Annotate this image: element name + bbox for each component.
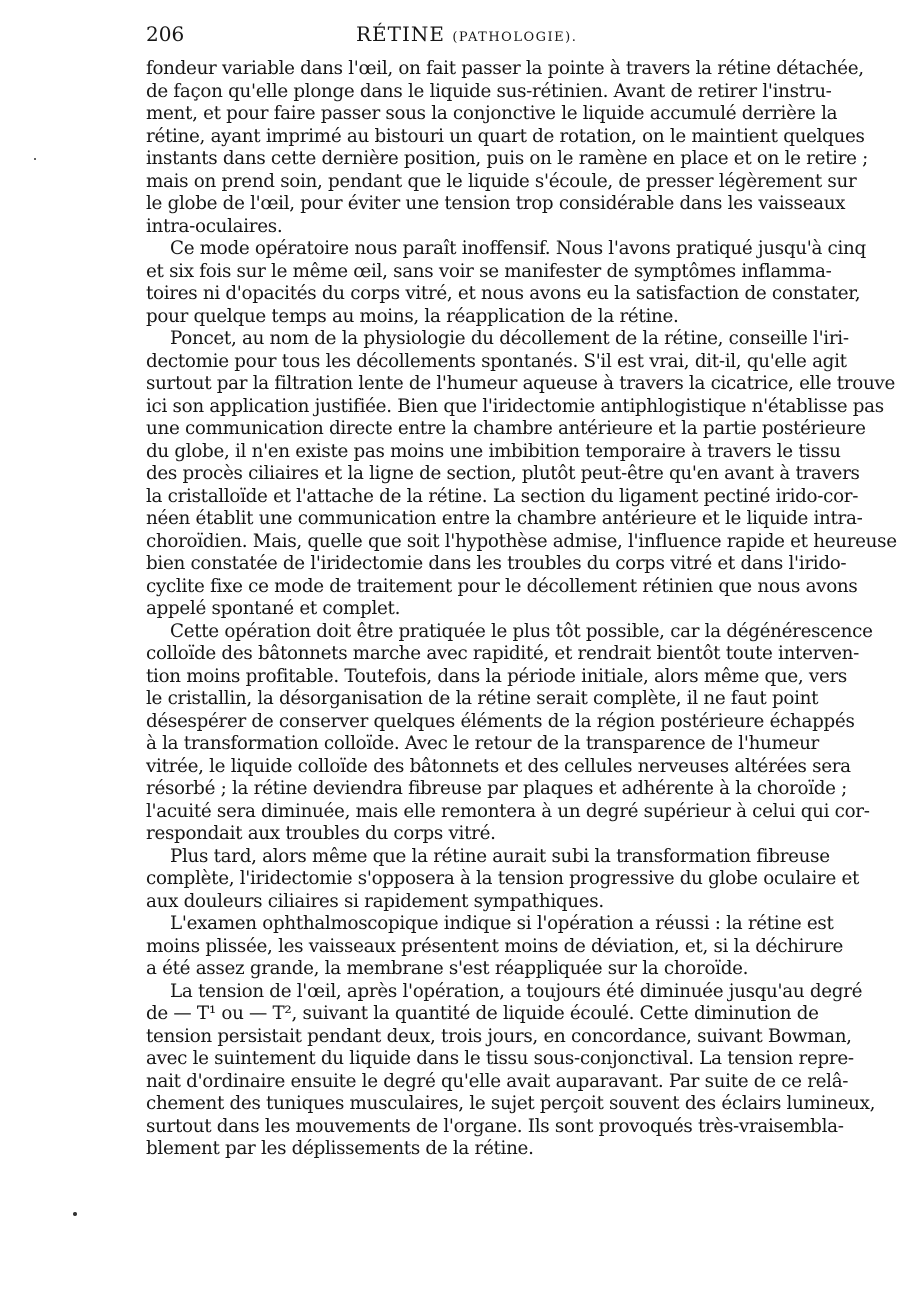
text-line: mais on prend soin, pendant que le liquide s'écoule, de presser légèrement sur [146, 170, 857, 192]
text-line: résorbé ; la rétine deviendra fibreuse par plaques et adhérente à la choroïde ; [146, 778, 848, 799]
page-number: 206 [146, 22, 185, 46]
text-line: Ce mode opératoire nous paraît inoffensif. Nous l'avons pratiqué jusqu'à cinq [170, 238, 866, 259]
text-line: toires ni d'opacités du corps vitré, et nous avons eu la satisfaction de constater, [146, 283, 861, 304]
text-line: complète, l'iridectomie s'opposera à la tension progressive du globe oculaire et [146, 868, 860, 889]
text-line: tension persistait pendant deux, trois jours, en concordance, suivant Bowman, [146, 1025, 852, 1047]
paragraph [146, 980, 876, 1161]
text-line: cyclite fixe ce mode de traitement pour le décollement rétinien que nous avons [146, 575, 858, 597]
text-line: instants dans cette dernière position, puis on le ramène en place et on le retire ; [146, 148, 869, 169]
text-line: choroïdien. Mais, quelle que soit l'hypothèse admise, l'influence rapide et heureuse [146, 530, 897, 552]
scan-speck [73, 1212, 77, 1216]
text-line: néen établit une communication entre la chambre antérieure et le liquide intra- [146, 508, 863, 529]
text-line: pour quelque temps au moins, la réapplication de la rétine. [146, 305, 679, 327]
text-line: des procès ciliaires et la ligne de section, plutôt peut-être qu'en avant à travers [146, 463, 860, 484]
text-line: à la transformation colloïde. Avec le retour de la transparence de l'humeur [146, 733, 819, 754]
text-line: ici son application justifiée. Bien que l'iridectomie antiphlogistique n'établisse pas [146, 395, 884, 417]
paragraph [146, 620, 873, 846]
text-line: surtout dans les mouvements de l'organe. Ils sont provoqués très-vraisembla- [146, 1115, 844, 1137]
text-line: intra-oculaires. [146, 215, 283, 237]
paragraph [146, 913, 844, 981]
text-line: Plus tard, alors même que la rétine aurait subi la transformation fibreuse [170, 845, 830, 867]
text-line: ment, et pour faire passer sous la conjonctive le liquide accumulé derrière la [146, 103, 838, 124]
text-line: l'acuité sera diminuée, mais elle remontera à un degré supérieur à celui qui cor- [146, 800, 870, 822]
text-line: fondeur variable dans l'œil, on fait passer la pointe à travers la rétine détachée, [146, 58, 864, 79]
text-line: désespérer de conserver quelques éléments de la région postérieure échappés [146, 710, 855, 732]
text-line: chement des tuniques musculaires, le sujet perçoit souvent des éclairs lumineux, [146, 1093, 876, 1114]
text-line: de façon qu'elle plonge dans le liquide sus-rétinien. Avant de retirer l'instru- [146, 80, 832, 102]
running-title [356, 22, 577, 46]
text-line: vitrée, le liquide colloïde des bâtonnets et des cellules nerveuses altérées sera [146, 755, 851, 777]
text-line: nait d'ordinaire ensuite le degré qu'elle avait auparavant. Par suite de ce relâ- [146, 1070, 849, 1092]
text-line: rétine, ayant imprimé au bistouri un quart de rotation, on le maintient quelques [146, 125, 865, 147]
text-line: colloïde des bâtonnets marche avec rapidité, et rendrait bientôt toute interven- [146, 643, 859, 664]
text-line: respondait aux troubles du corps vitré. [146, 823, 496, 844]
text-line: blement par les déplissements de la rétine. [146, 1138, 534, 1159]
text-line: L'examen ophthalmoscopique indique si l'opération a réussi : la rétine est [170, 913, 834, 934]
scan-speck [34, 158, 36, 160]
text-line: et six fois sur le même œil, sans voir se manifester de symptômes inflamma- [146, 260, 832, 282]
text-line: surtout par la filtration lente de l'humeur aqueuse à travers la cicatrice, elle trouve [146, 373, 895, 394]
text-line: aux douleurs ciliaires si rapidement sympathiques. [146, 890, 604, 912]
text-line: Poncet, au nom de la physiologie du décollement de la rétine, conseille l'iri- [170, 328, 849, 349]
running-title-sub: (PATHOLOGIE). [452, 30, 578, 45]
text-line: avec le suintement du liquide dans le tissu sous-conjonctival. La tension repre- [146, 1048, 854, 1069]
text-line: le globe de l'œil, pour éviter une tension trop considérable dans les vaisseaux [146, 193, 846, 214]
text-line: appelé spontané et complet. [146, 598, 401, 619]
text-line: tion moins profitable. Toutefois, dans la période initiale, alors même que, vers [146, 665, 847, 687]
text-line: de — T¹ ou — T², suivant la quantité de liquide écoulé. Cette diminution de [146, 1003, 819, 1024]
text-line: dectomie pour tous les décollements spontanés. S'il est vrai, dit-il, qu'elle agit [146, 350, 847, 372]
body-text [146, 58, 897, 1161]
running-head [146, 22, 770, 52]
paragraph [146, 845, 860, 914]
text-line: Cette opération doit être pratiquée le plus tôt possible, car la dégénérescence [170, 620, 873, 642]
text-line: La tension de l'œil, après l'opération, a toujours été diminuée jusqu'au degré [170, 980, 863, 1002]
text-line: moins plissée, les vaisseaux présentent moins de déviation, et, si la déchirure [146, 935, 844, 957]
text-line: le cristallin, la désorganisation de la rétine serait complète, il ne faut point [146, 688, 819, 709]
paragraph [146, 328, 897, 621]
running-title-main: RÉTINE [356, 22, 445, 46]
text-line: a été assez grande, la membrane s'est réappliquée sur la choroïde. [146, 958, 749, 979]
text-line: la cristalloïde et l'attache de la rétine. La section du ligament pectiné irido-cor- [146, 485, 859, 507]
text-line: du globe, il n'en existe pas moins une imbibition temporaire à travers le tissu [146, 440, 841, 462]
text-line: une communication directe entre la chambre antérieure et la partie postérieure [146, 418, 866, 439]
paragraph [146, 58, 869, 238]
paragraph [146, 238, 866, 328]
text-line: bien constatée de l'iridectomie dans les troubles du corps vitré et dans l'irido- [146, 553, 847, 574]
